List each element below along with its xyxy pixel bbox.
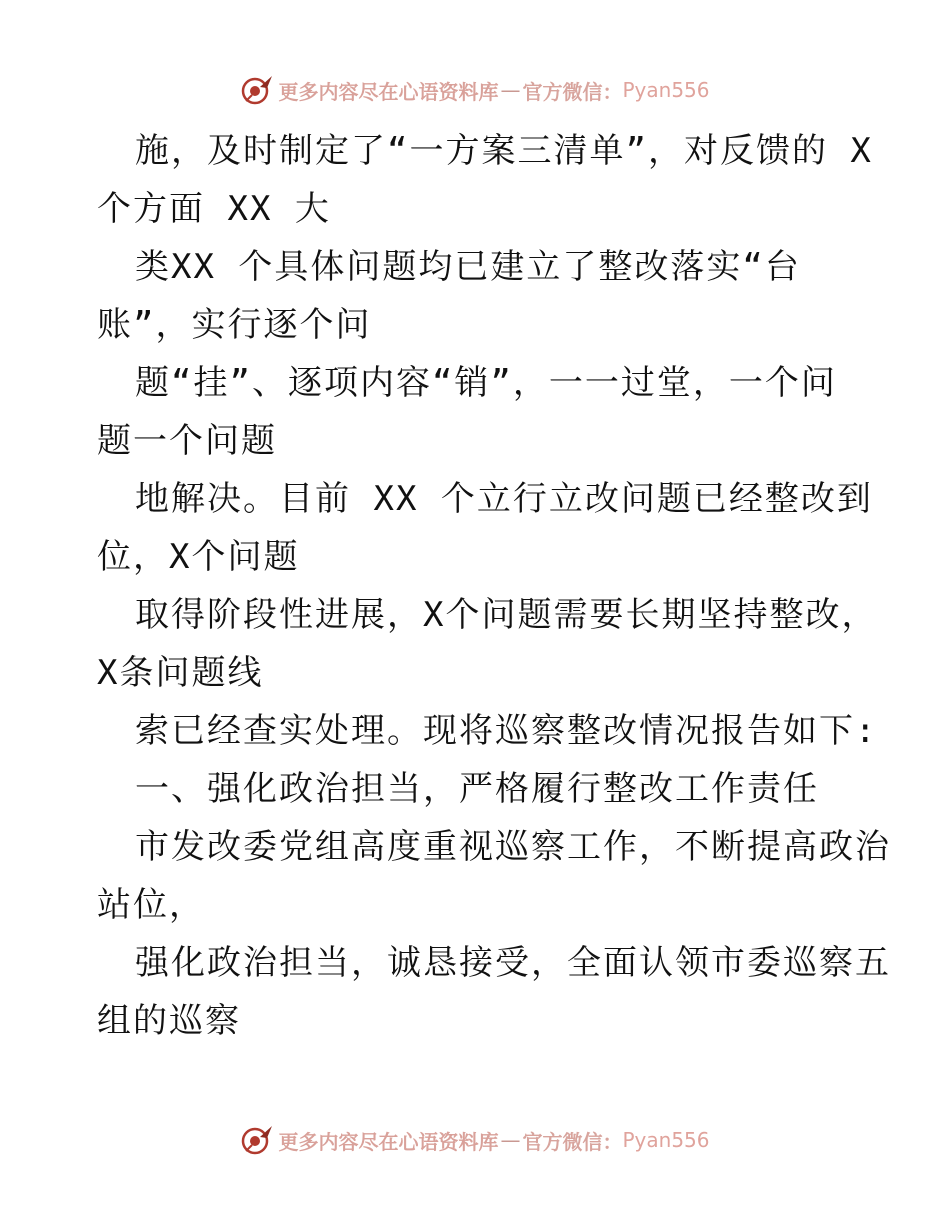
body-line: 站位， [97, 885, 205, 925]
body-line: 地解决。目前 XX 个立行立改问题已经整改到 [135, 479, 873, 519]
footer-banner [0, 1120, 950, 1160]
body-line: 账”，实行逐个问 [97, 305, 372, 345]
banner-brand-text: 更多内容尽在心语资料库 [278, 1129, 499, 1154]
body-line: 组的巡察 [97, 1001, 241, 1041]
body-line: X条问题线 [97, 653, 264, 693]
document-body [97, 122, 891, 1050]
quill-logo-icon [240, 73, 274, 107]
body-line: 市发改委党组高度重视巡察工作，不断提高政治 [135, 827, 891, 867]
banner-wechat-label: 官方微信： [522, 1129, 623, 1154]
body-line: 题“挂”、逐项内容“销”，一一过堂，一个问 [135, 363, 837, 403]
body-line: 索已经查实处理。现将巡察整改情况报告如下: [135, 711, 878, 751]
banner-wechat-label: 官方微信： [522, 79, 623, 104]
body-line: 题一个问题 [97, 421, 277, 461]
body-line: 个方面 XX 大 [97, 189, 331, 229]
body-line: 类XX 个具体问题均已建立了整改落实“台 [135, 247, 801, 287]
banner-wechat-id: Pyan556 [622, 1128, 710, 1152]
banner-separator: — [500, 78, 521, 102]
banner-brand-text: 更多内容尽在心语资料库 [278, 79, 499, 104]
section-heading: 一、强化政治担当，严格履行整改工作责任 [135, 769, 819, 809]
body-line: 位，X个问题 [97, 537, 300, 577]
quill-logo-icon [240, 1123, 274, 1157]
banner-wechat-id: Pyan556 [622, 78, 710, 102]
banner-separator: — [500, 1128, 521, 1152]
body-line: 强化政治担当，诚恳接受，全面认领市委巡察五 [135, 943, 891, 983]
body-line: 施，及时制定了“一方案三清单”，对反馈的 X [135, 131, 873, 171]
header-banner [0, 70, 950, 110]
body-line: 取得阶段性进展，X个问题需要长期坚持整改， [135, 595, 878, 635]
